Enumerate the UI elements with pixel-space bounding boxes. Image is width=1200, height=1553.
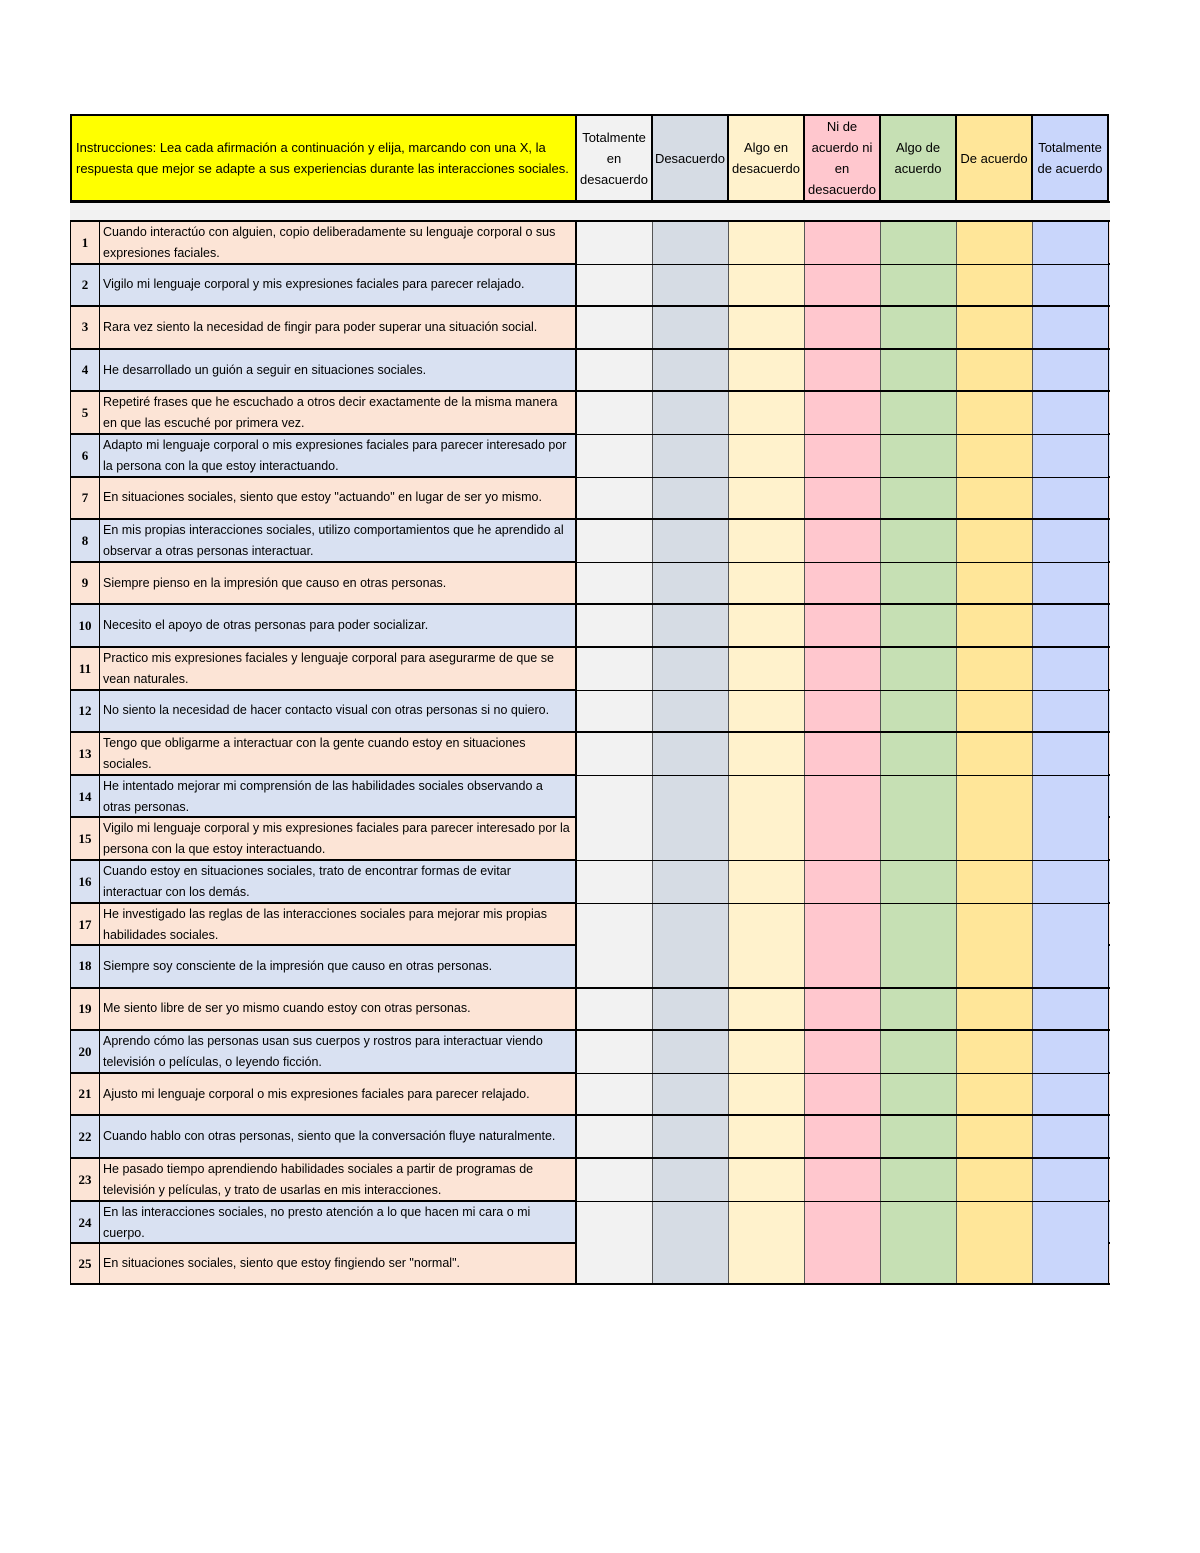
answer-cell-somewhat-agree[interactable] xyxy=(881,733,957,775)
answer-cell-agree[interactable] xyxy=(957,776,1033,818)
item-statement: Repetiré frases que he escuchado a otros decir exactamente de la misma manera en que las escuché por primera vez. xyxy=(100,392,577,434)
instructions-cell: Instrucciones: Lea cada afirmación a continuación y elija, marcando con una X, la respuesta que mejor se adapte a sus experiencias durante las interacciones sociales. xyxy=(70,114,577,202)
answer-cell-neutral[interactable] xyxy=(805,1244,881,1283)
answer-cell-disagree[interactable] xyxy=(653,946,729,987)
item-statement: Me siento libre de ser yo mismo cuando estoy con otras personas. xyxy=(100,989,577,1030)
item-number: 5 xyxy=(70,392,100,434)
item-statement: Cuando hablo con otras personas, siento que la conversación fluye naturalmente. xyxy=(100,1116,577,1157)
answer-cell-agree[interactable] xyxy=(957,307,1033,348)
answer-cell-somewhat-disagree[interactable] xyxy=(729,648,805,690)
answer-cell-agree[interactable] xyxy=(957,1116,1033,1157)
answer-cell-totally-disagree[interactable] xyxy=(577,946,653,987)
answer-cell-agree[interactable] xyxy=(957,861,1033,903)
item-number: 11 xyxy=(70,648,100,690)
answer-cell-totally-disagree[interactable] xyxy=(577,222,653,264)
answer-cell-somewhat-disagree[interactable] xyxy=(729,350,805,391)
answer-cell-disagree[interactable] xyxy=(653,520,729,562)
item-number: 24 xyxy=(70,1202,100,1244)
item-statement: Vigilo mi lenguaje corporal y mis expresiones faciales para parecer interesado por la persona con la que estoy interactuando. xyxy=(100,818,577,860)
answer-cell-totally-disagree[interactable] xyxy=(577,818,653,860)
answer-cell-disagree[interactable] xyxy=(653,1116,729,1157)
answer-cell-totally-disagree[interactable] xyxy=(577,307,653,348)
answer-cell-somewhat-disagree[interactable] xyxy=(729,1202,805,1244)
table-row xyxy=(70,774,1110,817)
item-number: 9 xyxy=(70,563,100,604)
answer-cell-neutral[interactable] xyxy=(805,1116,881,1157)
answer-cell-neutral[interactable] xyxy=(805,520,881,562)
answer-cell-agree[interactable] xyxy=(957,1074,1033,1115)
table-row xyxy=(70,603,1110,646)
answer-cell-somewhat-disagree[interactable] xyxy=(729,435,805,477)
answer-cell-neutral[interactable] xyxy=(805,818,881,860)
answer-cell-totally-disagree[interactable] xyxy=(577,989,653,1030)
questionnaire-items xyxy=(70,220,1110,1285)
answer-cell-disagree[interactable] xyxy=(653,733,729,775)
answer-cell-somewhat-agree[interactable] xyxy=(881,1031,957,1073)
answer-cell-disagree[interactable] xyxy=(653,307,729,348)
answer-cell-totally-agree[interactable] xyxy=(1033,776,1109,818)
option-header-totally-disagree: Totalmente en desacuerdo xyxy=(575,114,653,202)
answer-cell-totally-disagree[interactable] xyxy=(577,861,653,903)
item-statement: En mis propias interacciones sociales, utilizo comportamientos que he aprendido al observar a otras personas interactuar. xyxy=(100,520,577,562)
answer-cell-neutral[interactable] xyxy=(805,350,881,391)
item-statement: Practico mis expresiones faciales y lenguaje corporal para asegurarme de que se vean naturales. xyxy=(100,648,577,690)
answer-cell-agree[interactable] xyxy=(957,946,1033,987)
item-number: 23 xyxy=(70,1159,100,1201)
answer-cell-disagree[interactable] xyxy=(653,1202,729,1244)
table-row xyxy=(70,305,1110,348)
answer-cell-somewhat-agree[interactable] xyxy=(881,648,957,690)
table-row xyxy=(70,902,1110,945)
answer-cell-somewhat-disagree[interactable] xyxy=(729,605,805,646)
answer-cell-totally-disagree[interactable] xyxy=(577,1116,653,1157)
answer-cell-neutral[interactable] xyxy=(805,563,881,604)
table-row xyxy=(70,390,1110,433)
answer-cell-neutral[interactable] xyxy=(805,1074,881,1115)
answer-cell-agree[interactable] xyxy=(957,691,1033,732)
answer-cell-neutral[interactable] xyxy=(805,776,881,818)
questionnaire-header xyxy=(70,114,1110,201)
table-row xyxy=(70,1242,1110,1285)
item-statement: He desarrollado un guión a seguir en situaciones sociales. xyxy=(100,350,577,391)
option-header-disagree: Desacuerdo xyxy=(651,114,729,202)
answer-cell-agree[interactable] xyxy=(957,350,1033,391)
answer-cell-agree[interactable] xyxy=(957,563,1033,604)
answer-cell-somewhat-disagree[interactable] xyxy=(729,265,805,306)
item-statement: He investigado las reglas de las interacciones sociales para mejorar mis propias habilidades sociales. xyxy=(100,904,577,946)
answer-cell-agree[interactable] xyxy=(957,1244,1033,1283)
answer-cell-somewhat-agree[interactable] xyxy=(881,818,957,860)
table-row xyxy=(70,1029,1110,1072)
answer-cell-totally-disagree[interactable] xyxy=(577,733,653,775)
option-header-somewhat-disagree: Algo en desacuerdo xyxy=(727,114,805,202)
answer-cell-totally-agree[interactable] xyxy=(1033,350,1109,391)
answer-cell-totally-disagree[interactable] xyxy=(577,392,653,434)
item-statement: Cuando estoy en situaciones sociales, trato de encontrar formas de evitar interactuar con los demás. xyxy=(100,861,577,903)
table-row xyxy=(70,561,1110,604)
table-row xyxy=(70,220,1110,263)
item-statement: Adapto mi lenguaje corporal o mis expresiones faciales para parecer interesado por la persona con la que estoy interactuando. xyxy=(100,435,577,477)
answer-cell-agree[interactable] xyxy=(957,818,1033,860)
answer-cell-somewhat-disagree[interactable] xyxy=(729,733,805,775)
item-number: 17 xyxy=(70,904,100,946)
answer-cell-totally-agree[interactable] xyxy=(1033,478,1109,519)
answer-cell-totally-disagree[interactable] xyxy=(577,1074,653,1115)
answer-cell-disagree[interactable] xyxy=(653,265,729,306)
answer-cell-somewhat-disagree[interactable] xyxy=(729,563,805,604)
answer-cell-disagree[interactable] xyxy=(653,691,729,732)
answer-cell-totally-agree[interactable] xyxy=(1033,392,1109,434)
answer-cell-somewhat-agree[interactable] xyxy=(881,478,957,519)
answer-cell-totally-disagree[interactable] xyxy=(577,1031,653,1073)
option-header-neutral: Ni de acuerdo ni en desacuerdo xyxy=(803,114,881,202)
answer-cell-totally-disagree[interactable] xyxy=(577,776,653,818)
answer-cell-totally-agree[interactable] xyxy=(1033,1074,1109,1115)
answer-cell-totally-agree[interactable] xyxy=(1033,1244,1109,1283)
answer-cell-agree[interactable] xyxy=(957,904,1033,946)
answer-cell-disagree[interactable] xyxy=(653,1159,729,1201)
table-row xyxy=(70,433,1110,476)
answer-cell-neutral[interactable] xyxy=(805,605,881,646)
answer-cell-agree[interactable] xyxy=(957,989,1033,1030)
answer-cell-disagree[interactable] xyxy=(653,904,729,946)
answer-cell-somewhat-disagree[interactable] xyxy=(729,1244,805,1283)
item-number: 7 xyxy=(70,478,100,519)
answer-cell-totally-agree[interactable] xyxy=(1033,989,1109,1030)
item-statement: En las interacciones sociales, no presto atención a lo que hacen mi cara o mi cuerpo. xyxy=(100,1202,577,1244)
table-row xyxy=(70,859,1110,902)
answer-cell-somewhat-agree[interactable] xyxy=(881,307,957,348)
item-number: 10 xyxy=(70,605,100,646)
answer-cell-totally-disagree[interactable] xyxy=(577,605,653,646)
table-row xyxy=(70,1114,1110,1157)
answer-cell-somewhat-disagree[interactable] xyxy=(729,1116,805,1157)
answer-cell-agree[interactable] xyxy=(957,265,1033,306)
answer-cell-somewhat-disagree[interactable] xyxy=(729,1031,805,1073)
answer-cell-agree[interactable] xyxy=(957,1031,1033,1073)
answer-cell-agree[interactable] xyxy=(957,648,1033,690)
table-row xyxy=(70,816,1110,859)
answer-cell-agree[interactable] xyxy=(957,733,1033,775)
answer-cell-disagree[interactable] xyxy=(653,818,729,860)
item-number: 6 xyxy=(70,435,100,477)
item-statement: He intentado mejorar mi comprensión de las habilidades sociales observando a otras personas. xyxy=(100,776,577,818)
answer-cell-agree[interactable] xyxy=(957,435,1033,477)
table-row xyxy=(70,731,1110,774)
option-header-agree: De acuerdo xyxy=(955,114,1033,202)
answer-cell-totally-disagree[interactable] xyxy=(577,435,653,477)
answer-cell-totally-disagree[interactable] xyxy=(577,350,653,391)
item-statement: Cuando interactúo con alguien, copio deliberadamente su lenguaje corporal o sus expresiones faciales. xyxy=(100,222,577,264)
answer-cell-neutral[interactable] xyxy=(805,946,881,987)
table-row xyxy=(70,689,1110,732)
answer-cell-agree[interactable] xyxy=(957,222,1033,264)
item-number: 8 xyxy=(70,520,100,562)
answer-cell-neutral[interactable] xyxy=(805,435,881,477)
answer-cell-somewhat-agree[interactable] xyxy=(881,1244,957,1283)
answer-cell-totally-disagree[interactable] xyxy=(577,1202,653,1244)
table-row xyxy=(70,646,1110,689)
answer-cell-somewhat-disagree[interactable] xyxy=(729,818,805,860)
answer-cell-somewhat-agree[interactable] xyxy=(881,222,957,264)
answer-cell-somewhat-agree[interactable] xyxy=(881,350,957,391)
answer-cell-disagree[interactable] xyxy=(653,435,729,477)
answer-cell-disagree[interactable] xyxy=(653,1074,729,1115)
answer-cell-agree[interactable] xyxy=(957,605,1033,646)
answer-cell-neutral[interactable] xyxy=(805,691,881,732)
answer-cell-totally-agree[interactable] xyxy=(1033,818,1109,860)
answer-cell-totally-agree[interactable] xyxy=(1033,435,1109,477)
answer-cell-neutral[interactable] xyxy=(805,265,881,306)
answer-cell-somewhat-agree[interactable] xyxy=(881,1074,957,1115)
option-header-totally-agree: Totalmente de acuerdo xyxy=(1031,114,1109,202)
answer-cell-totally-agree[interactable] xyxy=(1033,904,1109,946)
answer-cell-disagree[interactable] xyxy=(653,563,729,604)
answer-cell-somewhat-agree[interactable] xyxy=(881,989,957,1030)
answer-cell-somewhat-disagree[interactable] xyxy=(729,904,805,946)
answer-cell-agree[interactable] xyxy=(957,1202,1033,1244)
table-row xyxy=(70,1072,1110,1115)
answer-cell-somewhat-disagree[interactable] xyxy=(729,861,805,903)
answer-cell-totally-agree[interactable] xyxy=(1033,648,1109,690)
item-statement: Siempre pienso en la impresión que causo en otras personas. xyxy=(100,563,577,604)
answer-cell-somewhat-disagree[interactable] xyxy=(729,307,805,348)
answer-cell-somewhat-agree[interactable] xyxy=(881,861,957,903)
item-number: 16 xyxy=(70,861,100,903)
answer-cell-neutral[interactable] xyxy=(805,1202,881,1244)
item-number: 25 xyxy=(70,1244,100,1283)
answer-cell-agree[interactable] xyxy=(957,392,1033,434)
item-statement: Necesito el apoyo de otras personas para poder socializar. xyxy=(100,605,577,646)
answer-cell-agree[interactable] xyxy=(957,520,1033,562)
item-number: 20 xyxy=(70,1031,100,1073)
answer-cell-somewhat-disagree[interactable] xyxy=(729,392,805,434)
answer-cell-totally-disagree[interactable] xyxy=(577,648,653,690)
answer-cell-totally-disagree[interactable] xyxy=(577,265,653,306)
answer-cell-totally-agree[interactable] xyxy=(1033,222,1109,264)
answer-cell-neutral[interactable] xyxy=(805,904,881,946)
answer-cell-totally-disagree[interactable] xyxy=(577,1159,653,1201)
answer-cell-somewhat-agree[interactable] xyxy=(881,1202,957,1244)
answer-cell-totally-agree[interactable] xyxy=(1033,520,1109,562)
table-row xyxy=(70,518,1110,561)
answer-cell-somewhat-agree[interactable] xyxy=(881,1116,957,1157)
table-row xyxy=(70,476,1110,519)
answer-cell-somewhat-agree[interactable] xyxy=(881,392,957,434)
table-row xyxy=(70,348,1110,391)
item-statement: No siento la necesidad de hacer contacto visual con otras personas si no quiero. xyxy=(100,691,577,732)
table-row xyxy=(70,944,1110,987)
answer-cell-somewhat-disagree[interactable] xyxy=(729,776,805,818)
answer-cell-totally-disagree[interactable] xyxy=(577,478,653,519)
answer-cell-disagree[interactable] xyxy=(653,776,729,818)
item-statement: En situaciones sociales, siento que estoy "actuando" en lugar de ser yo mismo. xyxy=(100,478,577,519)
answer-cell-somewhat-agree[interactable] xyxy=(881,435,957,477)
answer-cell-somewhat-disagree[interactable] xyxy=(729,1159,805,1201)
answer-cell-disagree[interactable] xyxy=(653,1244,729,1283)
answer-cell-somewhat-agree[interactable] xyxy=(881,563,957,604)
answer-cell-totally-disagree[interactable] xyxy=(577,520,653,562)
answer-cell-neutral[interactable] xyxy=(805,648,881,690)
answer-cell-totally-agree[interactable] xyxy=(1033,307,1109,348)
answer-cell-disagree[interactable] xyxy=(653,605,729,646)
table-row xyxy=(70,1200,1110,1243)
table-row xyxy=(70,1157,1110,1200)
answer-cell-somewhat-disagree[interactable] xyxy=(729,989,805,1030)
answer-cell-somewhat-agree[interactable] xyxy=(881,776,957,818)
answer-cell-somewhat-disagree[interactable] xyxy=(729,520,805,562)
item-number: 15 xyxy=(70,818,100,860)
answer-cell-disagree[interactable] xyxy=(653,989,729,1030)
table-row xyxy=(70,263,1110,306)
answer-cell-totally-disagree[interactable] xyxy=(577,691,653,732)
item-statement: En situaciones sociales, siento que estoy fingiendo ser "normal". xyxy=(100,1244,577,1283)
item-statement: He pasado tiempo aprendiendo habilidades sociales a partir de programas de televisión y películas, y trato de usarlas en mis interacciones. xyxy=(100,1159,577,1201)
answer-cell-totally-agree[interactable] xyxy=(1033,691,1109,732)
answer-cell-somewhat-agree[interactable] xyxy=(881,605,957,646)
answer-cell-totally-agree[interactable] xyxy=(1033,946,1109,987)
item-number: 18 xyxy=(70,946,100,987)
item-statement: Tengo que obligarme a interactuar con la gente cuando estoy en situaciones sociales. xyxy=(100,733,577,775)
answer-cell-disagree[interactable] xyxy=(653,478,729,519)
answer-cell-agree[interactable] xyxy=(957,478,1033,519)
item-statement: Rara vez siento la necesidad de fingir para poder superar una situación social. xyxy=(100,307,577,348)
item-number: 13 xyxy=(70,733,100,775)
item-statement: Aprendo cómo las personas usan sus cuerpos y rostros para interactuar viendo televisión o películas, o leyendo ficción. xyxy=(100,1031,577,1073)
item-number: 4 xyxy=(70,350,100,391)
item-number: 14 xyxy=(70,776,100,818)
answer-cell-somewhat-disagree[interactable] xyxy=(729,1074,805,1115)
item-statement: Vigilo mi lenguaje corporal y mis expresiones faciales para parecer relajado. xyxy=(100,265,577,306)
item-number: 22 xyxy=(70,1116,100,1157)
answer-cell-neutral[interactable] xyxy=(805,989,881,1030)
item-number: 2 xyxy=(70,265,100,306)
item-number: 21 xyxy=(70,1074,100,1115)
answer-cell-disagree[interactable] xyxy=(653,861,729,903)
item-number: 19 xyxy=(70,989,100,1030)
answer-cell-neutral[interactable] xyxy=(805,392,881,434)
answer-cell-somewhat-disagree[interactable] xyxy=(729,691,805,732)
option-header-somewhat-agree: Algo de acuerdo xyxy=(879,114,957,202)
answer-cell-totally-disagree[interactable] xyxy=(577,904,653,946)
answer-cell-totally-agree[interactable] xyxy=(1033,1202,1109,1244)
answer-cell-somewhat-agree[interactable] xyxy=(881,946,957,987)
answer-cell-totally-agree[interactable] xyxy=(1033,861,1109,903)
answer-cell-totally-agree[interactable] xyxy=(1033,605,1109,646)
answer-cell-totally-agree[interactable] xyxy=(1033,1116,1109,1157)
answer-cell-totally-agree[interactable] xyxy=(1033,265,1109,306)
item-statement: Siempre soy consciente de la impresión que causo en otras personas. xyxy=(100,946,577,987)
item-number: 12 xyxy=(70,691,100,732)
answer-cell-neutral[interactable] xyxy=(805,1159,881,1201)
answer-cell-somewhat-disagree[interactable] xyxy=(729,946,805,987)
answer-cell-disagree[interactable] xyxy=(653,648,729,690)
answer-cell-neutral[interactable] xyxy=(805,861,881,903)
answer-cell-totally-agree[interactable] xyxy=(1033,1159,1109,1201)
answer-cell-totally-agree[interactable] xyxy=(1033,563,1109,604)
item-number: 3 xyxy=(70,307,100,348)
answer-cell-somewhat-disagree[interactable] xyxy=(729,222,805,264)
answer-cell-somewhat-agree[interactable] xyxy=(881,1159,957,1201)
answer-cell-totally-disagree[interactable] xyxy=(577,1244,653,1283)
answer-cell-agree[interactable] xyxy=(957,1159,1033,1201)
table-row xyxy=(70,987,1110,1030)
answer-cell-somewhat-agree[interactable] xyxy=(881,691,957,732)
answer-cell-totally-agree[interactable] xyxy=(1033,733,1109,775)
answer-cell-neutral[interactable] xyxy=(805,1031,881,1073)
answer-cell-somewhat-disagree[interactable] xyxy=(729,478,805,519)
header-separator xyxy=(70,201,1110,221)
answer-cell-somewhat-agree[interactable] xyxy=(881,265,957,306)
answer-cell-totally-disagree[interactable] xyxy=(577,563,653,604)
answer-cell-neutral[interactable] xyxy=(805,222,881,264)
answer-cell-disagree[interactable] xyxy=(653,350,729,391)
item-number: 1 xyxy=(70,222,100,264)
answer-cell-neutral[interactable] xyxy=(805,733,881,775)
answer-cell-neutral[interactable] xyxy=(805,478,881,519)
answer-cell-totally-agree[interactable] xyxy=(1033,1031,1109,1073)
answer-cell-disagree[interactable] xyxy=(653,392,729,434)
answer-cell-somewhat-agree[interactable] xyxy=(881,904,957,946)
answer-cell-disagree[interactable] xyxy=(653,1031,729,1073)
answer-cell-somewhat-agree[interactable] xyxy=(881,520,957,562)
item-statement: Ajusto mi lenguaje corporal o mis expresiones faciales para parecer relajado. xyxy=(100,1074,577,1115)
answer-cell-neutral[interactable] xyxy=(805,307,881,348)
answer-cell-disagree[interactable] xyxy=(653,222,729,264)
